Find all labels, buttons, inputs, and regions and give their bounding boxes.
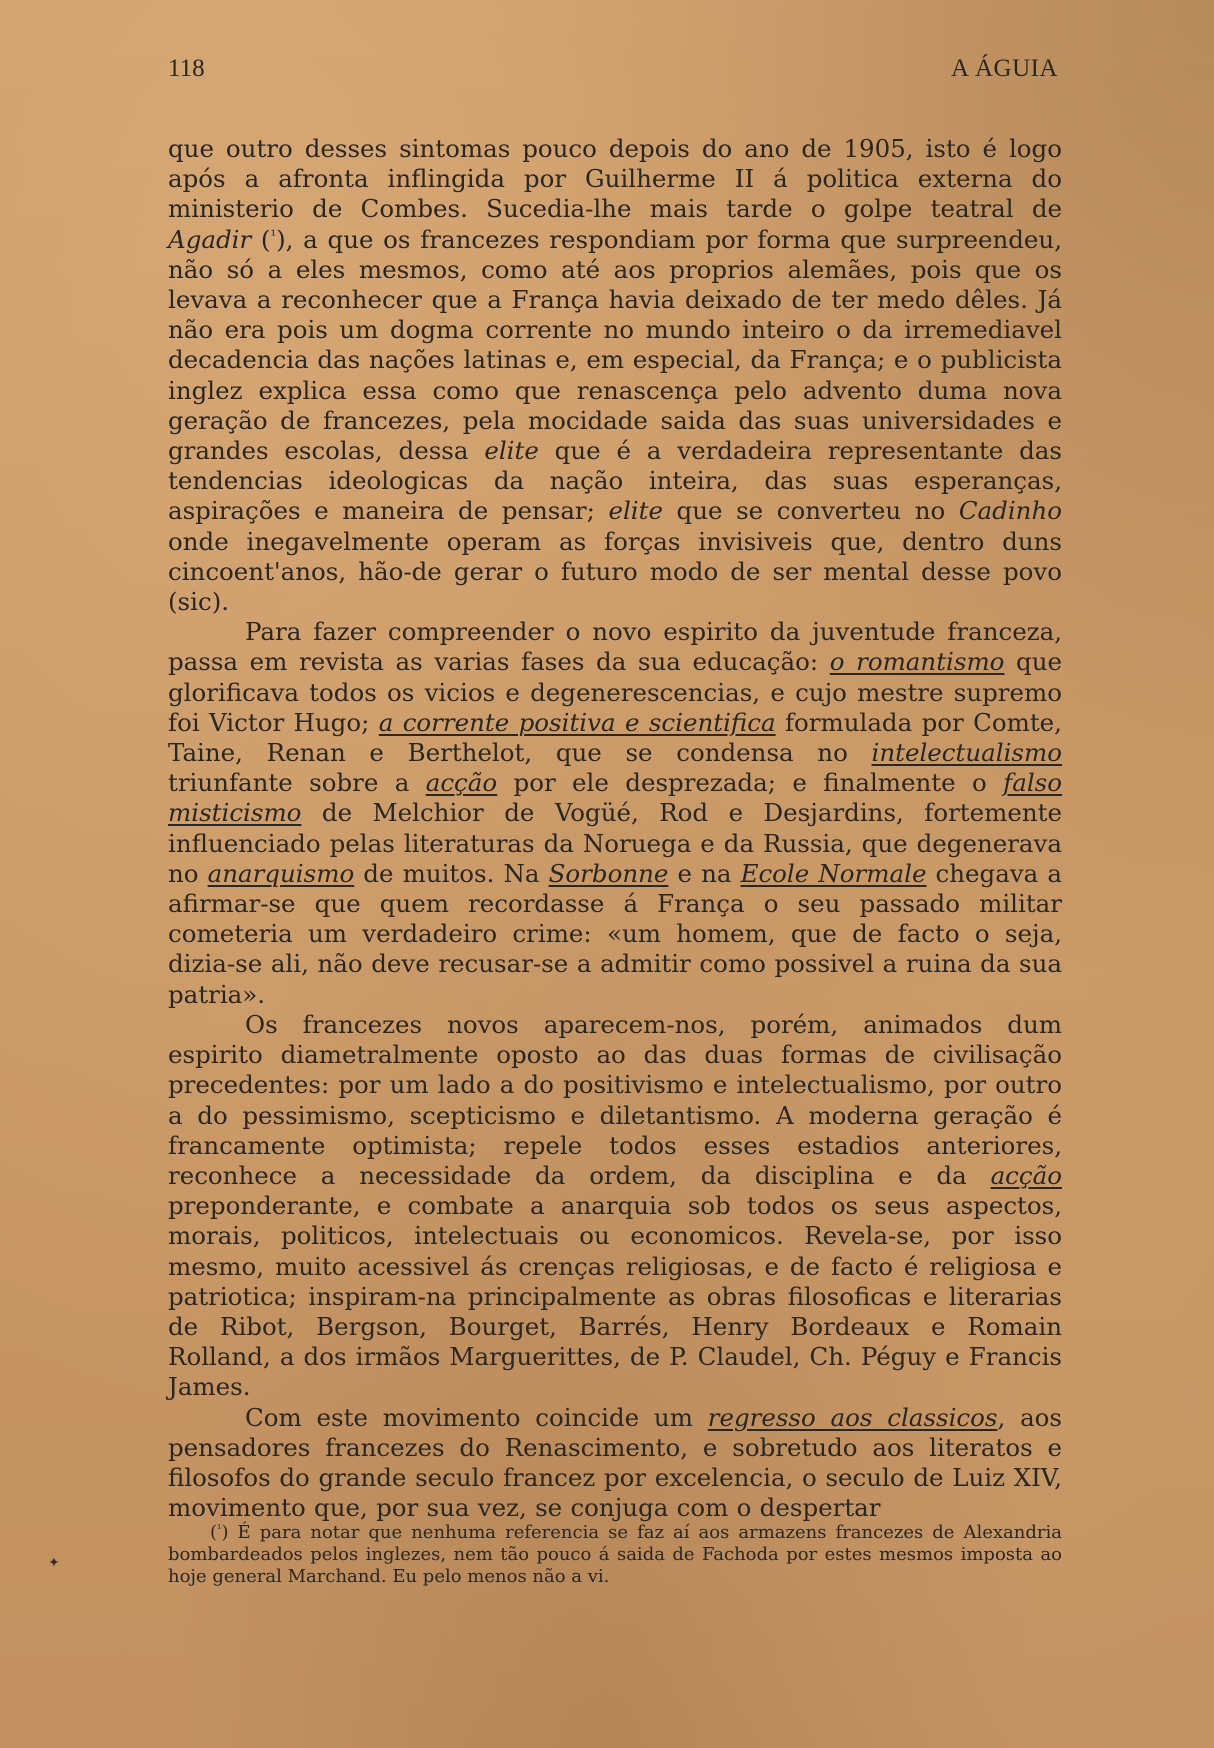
text-run: triunfante sobre a	[168, 768, 426, 798]
text-run: Os francezes novos aparecem-nos, porém, animados dum espirito diametralmente oposto ao das duas formas de civilisação precedentes: por um lado a do positivismo e intelectualismo, por outro a do pessimismo, scepticismo e diletantismo. A moderna geração é francamente optimista; repele todos esses estadios anteriores, reconhece a necessidade da ordem, da disciplina e da	[168, 1009, 1062, 1190]
italic-phrase: Agadir	[168, 224, 252, 254]
text-run: , aos pensadores francezes do Renascimento, e sobretudo aos literatos e filosofos do grande seculo francez por excelencia, o seculo de Luiz XIV, movimento que, por sua vez, se conjuga com o despertar	[168, 1402, 1063, 1523]
underline: regresso aos classicos	[707, 1402, 998, 1432]
text-run: que outro desses sintomas pouco depois do ano de 1905, isto é logo após a afronta inflingida por Guilherme II á politica externa do ministerio de Combes. Sucedia-lhe mais tarde o golpe teatral de	[168, 134, 1062, 224]
underline: anarquismo	[207, 858, 355, 888]
running-title: A ÁGUIA	[951, 55, 1058, 82]
text-run: que glorificava todos os vicios e degenerescencias, e cujo mestre supremo foi Victor Hugo;	[168, 647, 1063, 737]
text-run: onde inegavelmente operam as forças invisiveis que, dentro duns cincoent'anos, hão-de gerar o futuro modo de ser mental desse povo (sic).	[168, 526, 1062, 617]
italic-phrase: elite	[484, 436, 539, 466]
underline: a corrente positiva e scientifica	[378, 707, 776, 737]
underline: acção	[425, 768, 498, 798]
text-run: que se converteu no	[662, 496, 959, 526]
underlined-italic-phrase	[208, 859, 355, 888]
footnote	[168, 1522, 1062, 1588]
text-run: Com este movimento coincide um	[245, 1402, 708, 1432]
underlined-italic-phrase	[708, 1403, 998, 1432]
footnote-text: É para notar que nenhuma referencia se faz aí aos armazens francezes de Alexandria bombardeados pelos inglezes, nem tão pouco á saida de Fachoda por estes mesmos imposta ao hoje general Marchand. Eu pelo menos não a vi.	[168, 1522, 1062, 1587]
text-run: por ele desprezada; e finalmente o	[497, 768, 1004, 798]
body-paragraph	[168, 617, 1062, 1010]
text-run: chegava a afirmar-se que quem recordasse á França o seu passado militar cometeria um verdadeiro crime: «um homem, que de facto o seja, dizia-se ali, não deve recusar-se a admitir como possivel a ruina da sua patria».	[168, 858, 1062, 1009]
page-header	[168, 55, 1062, 85]
ink-mark-icon: ✦	[48, 1555, 60, 1571]
underlined-italic-phrase	[741, 859, 927, 888]
body-paragraph	[168, 1403, 1062, 1524]
underlined-italic-phrase	[379, 708, 776, 737]
page-number: 118	[168, 55, 205, 82]
underline: falso misticismo	[168, 768, 1062, 828]
underlined-italic-phrase	[426, 768, 497, 797]
underlined-italic-phrase	[549, 859, 669, 888]
footnote-paragraph: ($^{^1}$) É para notar que nenhuma referencia se faz aí aos armazens francezes de Alexandria bombardeados pelos inglezes, nem tão pouco á saida de Fachoda por estes mesmos imposta ao hoje general Marchand. Eu pelo menos não a vi.	[168, 1522, 1062, 1587]
body-paragraph	[168, 1010, 1062, 1403]
underline: Sorbonne	[548, 858, 669, 888]
text-run: de Melchior de Vogüé, Rod e Desjardins, fortemente influenciado pelas literaturas da Noruega e da Russia, que degenerava no	[168, 798, 1062, 888]
text-run: (	[251, 224, 271, 254]
body-paragraph	[168, 134, 1062, 617]
text-run: formulada por Comte, Taine, Renan e Berthelot, que se condensa no	[168, 707, 1062, 768]
text-run: Para fazer compreender o novo espirito da juventude franceza, passa em revista as varias fases da sua educação:	[168, 617, 1062, 677]
underline: acção	[990, 1160, 1062, 1190]
underline: o romantismo	[829, 647, 1005, 677]
text-run: ), a que os francezes respondiam por forma que surpreendeu, não só a eles mesmos, como até aos proprios alemães, pois que os levava a reconhecer que a França havia deixado de ter medo dêles. Já não era pois um dogma corrente no mundo inteiro o da irremediavel decadencia das nações latinas e, em especial, da França; e o publicista inglez explica essa como que renascença pelo advento duma nova geração de francezes, pela mocidade saida das suas universidades e grandes escolas, dessa	[168, 224, 1062, 466]
footnote-marker: ¹	[217, 1522, 222, 1535]
underline: intelectualismo	[871, 738, 1062, 768]
text-run: preponderante, e combate a anarquia sob todos os seus aspectos, morais, politicos, intelectuais ou economicos. Revela-se, por isso mesmo, muito acessivel ás crenças religiosas, e de facto é religiosa e patriotica; inspiram-na principalmente as obras filosoficas e literarias de Ribot, Bergson, Bourget, Barrés, Henry Bordeaux e Romain Rolland, a dos irmãos Marguerittes, de P. Claudel, Ch. Péguy e Francis James.	[168, 1191, 1062, 1402]
footnote-reference: ¹	[270, 227, 277, 244]
body-text	[168, 134, 1062, 1523]
text-run: que é a verdadeira representante das tendencias ideologicas da nação inteira, das suas esperanças, aspirações e maneira de pensar;	[168, 436, 1062, 526]
italic-phrase: elite	[608, 496, 663, 526]
text-run: de muitos. Na	[354, 858, 549, 888]
underlined-italic-phrase	[872, 738, 1062, 767]
italic-phrase: Cadinho	[958, 496, 1062, 526]
text-run: e na	[668, 858, 741, 888]
underlined-italic-phrase	[830, 647, 1005, 676]
underlined-italic-phrase	[991, 1161, 1062, 1190]
underline: Ecole Normale	[740, 858, 927, 888]
